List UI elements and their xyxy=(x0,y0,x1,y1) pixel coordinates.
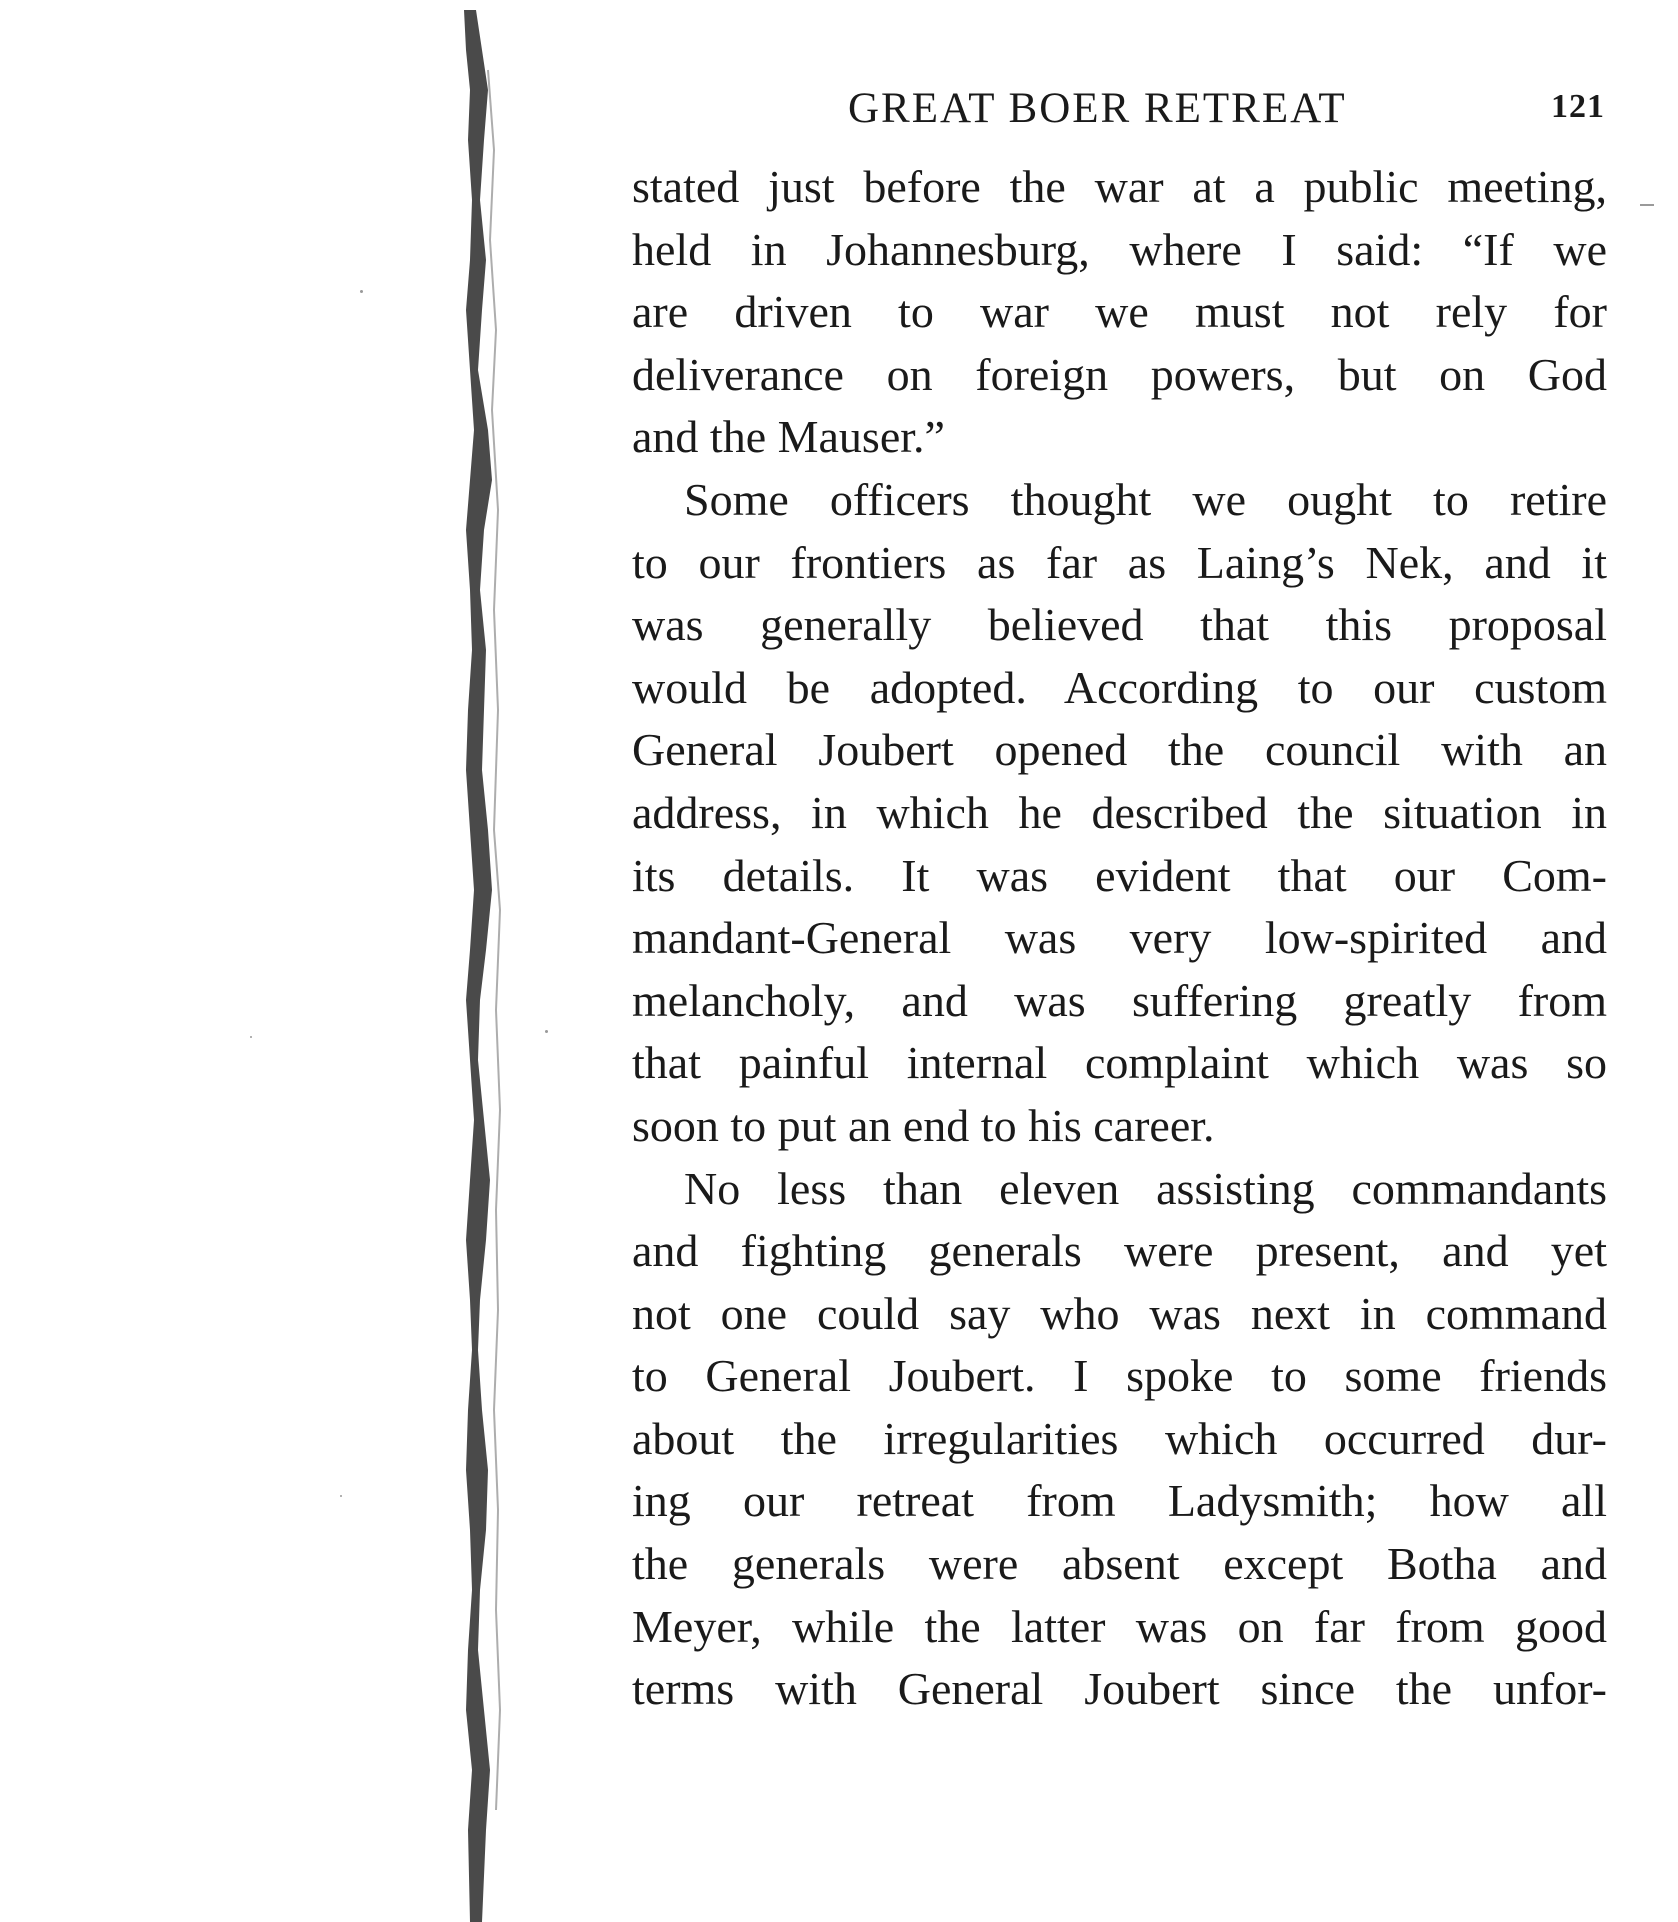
scan-speck xyxy=(360,290,363,293)
text-line: terms with General Joubert since the unfor- xyxy=(632,1663,1607,1715)
running-title: GREAT BOER RETREAT xyxy=(848,85,1347,132)
text-line: No less than eleven assisting commandants xyxy=(684,1162,1607,1214)
text-line: are driven to war we must not rely for xyxy=(632,286,1607,338)
text-line: address, in which he described the situation in xyxy=(632,786,1607,838)
text-line: was generally believed that this proposal xyxy=(632,599,1607,651)
text-line: ing our retreat from Ladysmith; how all xyxy=(632,1475,1607,1527)
text-line: the generals were absent except Botha and xyxy=(632,1538,1607,1590)
text-line: soon to put an end to his career. xyxy=(632,1099,1215,1151)
text-line: to General Joubert. I spoke to some friends xyxy=(632,1350,1607,1402)
scan-speck xyxy=(340,1495,342,1497)
scan-speck xyxy=(545,1030,548,1033)
text-line: and the Mauser.” xyxy=(632,411,945,463)
text-line: and fighting generals were present, and yet xyxy=(632,1225,1607,1277)
text-line: to our frontiers as far as Laing’s Nek, and it xyxy=(632,536,1607,588)
text-line: about the irregularities which occurred dur- xyxy=(632,1412,1607,1464)
text-line: not one could say who was next in command xyxy=(632,1287,1607,1339)
text-line: melancholy, and was suffering greatly from xyxy=(632,974,1607,1026)
text-line: mandant-General was very low-spirited and xyxy=(632,912,1607,964)
text-line: Meyer, while the latter was on far from good xyxy=(632,1600,1607,1652)
text-line: that painful internal complaint which was so xyxy=(632,1037,1607,1089)
text-line: held in Johannesburg, where I said: “If we xyxy=(632,223,1607,275)
binding-shadow-highlight xyxy=(488,70,500,1810)
text-line: stated just before the war at a public meeting, xyxy=(632,161,1607,212)
text-line: its details. It was evident that our Com- xyxy=(632,849,1607,901)
text-line: Some officers thought we ought to retire xyxy=(684,473,1607,525)
binding-shadow-strip xyxy=(464,10,492,1922)
page-number: 121 xyxy=(1551,88,1605,125)
scan-speck xyxy=(250,1036,252,1038)
page-edge-shadow xyxy=(458,10,518,1922)
scan-speck xyxy=(1640,204,1654,206)
running-head xyxy=(630,78,1605,138)
body-text xyxy=(632,156,1607,1721)
text-line: General Joubert opened the council with an xyxy=(632,724,1607,776)
text-line: would be adopted. According to our custom xyxy=(632,661,1607,713)
text-line: deliverance on foreign powers, but on God xyxy=(632,348,1607,400)
